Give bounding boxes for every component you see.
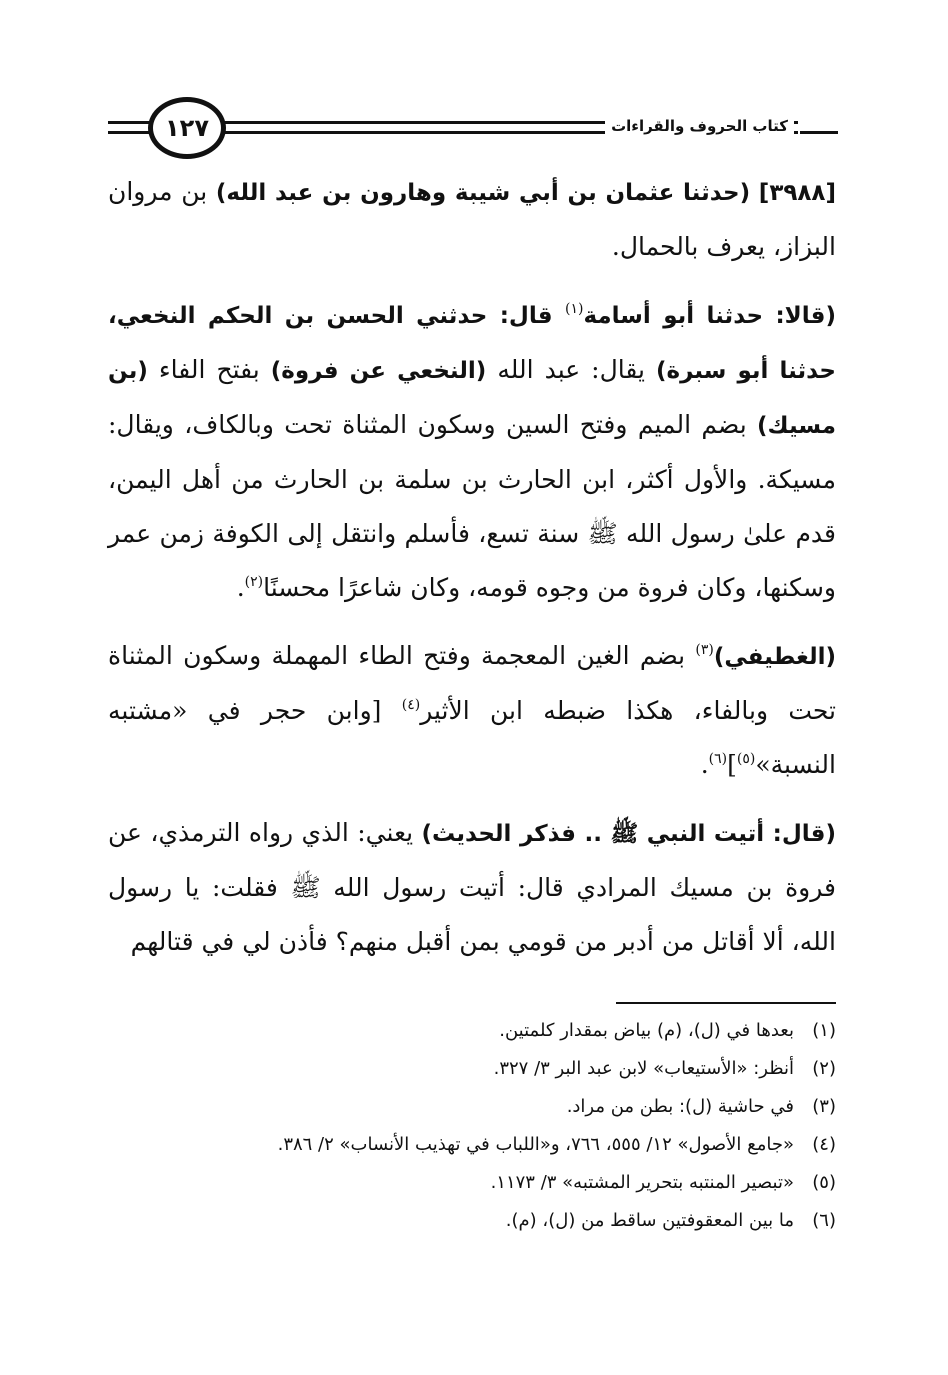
footnote-number: (٥) (812, 1172, 836, 1193)
p3-text-1: بضم الغين المعجمة وفتح الطاء المهملة وسكون المثناة تحت وبالفاء، هكذا ضبطه ابن الأثير (108, 641, 837, 725)
footnote-1 (116, 1012, 836, 1050)
paragraph-2 (108, 288, 836, 615)
footnote-ref-2[interactable]: (٢) (244, 574, 264, 590)
p4-text: يعني: الذي رواه الترمذي، عن فروة بن مسيك المرادي قال: أتيت رسول الله ﷺ فقلت: يا رسول الله، ألا أقاتل من أدبر من قومي بمن أقبل منهم؟ فأذن لي في قتالهم (108, 818, 836, 956)
page-number: ١٢٧ (165, 114, 209, 142)
footnote-number: (٦) (812, 1210, 836, 1231)
p1-heading: [٣٩٨٨] (حدثنا عثمان بن أبي شيبة وهارون بن عبد الله) (215, 180, 836, 206)
footnote-text: ما بين المعقوفتين ساقط من (ل)، (م). (505, 1210, 794, 1231)
p2-text-2: بفتح الفاء (147, 355, 271, 384)
p3-end: . (700, 750, 709, 779)
p1-text: بن مروان البزاز، يعرف بالحمال. (108, 177, 836, 261)
header-rule-right (800, 131, 838, 134)
footnote-ref-4[interactable]: (٤) (401, 697, 421, 713)
footnote-ref-1[interactable]: (١) (564, 301, 584, 317)
page-number-circle (148, 97, 226, 159)
page-header (108, 95, 838, 165)
footnote-4 (116, 1126, 836, 1164)
footnote-text: «جامع الأصول» ١٢/ ٥٥٥، ٧٦٦، و«اللباب في تهذيب الأنساب» ٢/ ٣٨٦. (277, 1134, 794, 1155)
book-title: كتاب الحروف والقراءات (605, 117, 794, 135)
footnote-separator (616, 1002, 836, 1004)
paragraph-3 (108, 629, 836, 792)
footnote-number: (٤) (812, 1134, 836, 1155)
p2-text-1: يقال: عبد الله (486, 355, 656, 384)
footnote-number: (١) (812, 1020, 836, 1041)
p4-bold: (قال: أتيت النبي ﷺ .. فذكر الحديث) (421, 821, 836, 847)
footnote-ref-5[interactable]: (٥) (736, 751, 756, 767)
p3-bold: (الغطيفي) (713, 644, 836, 670)
paragraph-1 (108, 165, 836, 274)
footnote-ref-3[interactable]: (٣) (695, 642, 714, 658)
header-rule-left-bottom (108, 131, 152, 134)
p2-bold-3: (النخعي عن فروة) (270, 358, 487, 384)
p2-bold-2: قال: حدثني الحسن بن الحكم النخعي، حدثنا أبو سبرة) (108, 303, 837, 384)
footnote-6 (116, 1202, 836, 1240)
header-rule-left-top (108, 121, 152, 124)
p2-bold-4: (بن مسيك) (108, 358, 836, 439)
footnote-text: «تبصير المنتبه بتحرير المشتبه» ٣/ ١١٧٣. (490, 1172, 794, 1193)
footnote-text: في حاشية (ل): بطن من مراد. (566, 1096, 794, 1117)
footnote-ref-6[interactable]: (٦) (708, 751, 728, 767)
p3-text-3: ] (727, 750, 737, 779)
footnote-2 (116, 1050, 836, 1088)
footnote-5 (116, 1164, 836, 1202)
p2-end: . (236, 573, 245, 602)
footnotes (116, 1012, 836, 1240)
footnote-3 (116, 1088, 836, 1126)
footnote-number: (٢) (812, 1058, 836, 1079)
p2-bold-1: (قالا: حدثنا أبو أسامة (583, 303, 836, 329)
footnote-number: (٣) (812, 1096, 836, 1117)
paragraph-4 (108, 806, 836, 969)
footnote-text: بعدها في (ل)، (م) بياض بمقدار كلمتين. (499, 1020, 794, 1041)
p2-text-3: بضم الميم وفتح السين وسكون المثناة تحت وبالكاف، ويقال: مسيكة. والأول أكثر، ابن الحارث بن سلمة بن الحارث من أهل اليمن، قدم علىٰ رسول الله ﷺ سنة تسع، فأسلم وانتقل إلى الكوفة زمن عمر وسكنها، وكان فروة من وجوه قومه، وكان شاعرًا محسنًا (108, 410, 836, 602)
main-text (108, 165, 836, 983)
footnote-text: أنظر: «الأستيعاب» لابن عبد البر ٣/ ٣٢٧. (493, 1058, 794, 1079)
p3-text-2: [وابن حجر في «مشتبه النسبة» (108, 696, 836, 779)
